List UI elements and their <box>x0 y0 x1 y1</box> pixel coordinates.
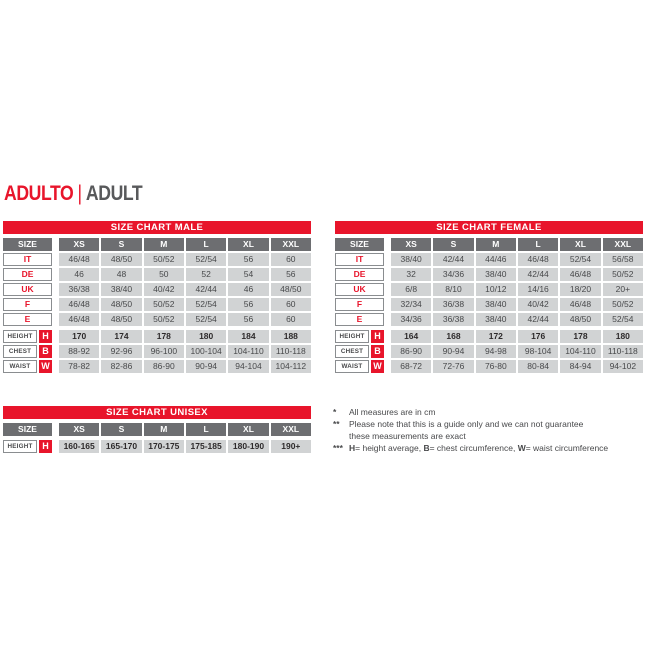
footnote-line <box>349 442 638 454</box>
size-value-cell: 40/42 <box>144 283 184 296</box>
footnote-segment: = waist circumference <box>525 443 609 453</box>
size-value-cell: 46 <box>59 268 99 281</box>
measure-value-cell: 175-185 <box>186 440 226 453</box>
size-value-cell: 48/50 <box>560 313 600 326</box>
measure-value-cell: 160-165 <box>59 440 99 453</box>
measure-row <box>335 360 643 373</box>
size-value-cell: 44/46 <box>476 253 516 266</box>
page-title-primary: ADULTO <box>4 182 74 205</box>
table-title-bar: SIZE CHART MALE <box>3 221 311 234</box>
size-column-header: XXL <box>271 238 311 251</box>
measure-row <box>3 345 311 358</box>
size-value-cell: 42/44 <box>518 268 558 281</box>
size-value-cell: 56 <box>228 298 268 311</box>
measure-value-cell: 165-170 <box>101 440 141 453</box>
measure-row-label: CHEST <box>3 345 37 358</box>
footnote-line <box>349 430 638 442</box>
size-value-cell: 52 <box>186 268 226 281</box>
size-column-header: M <box>476 238 516 251</box>
size-value-cell: 18/20 <box>560 283 600 296</box>
size-value-cell: 38/40 <box>101 283 141 296</box>
size-value-cell: 42/44 <box>186 283 226 296</box>
size-row-label: F <box>3 298 52 311</box>
measure-badge: H <box>39 440 52 453</box>
measure-value-cell: 86-90 <box>144 360 184 373</box>
size-value-cell: 56 <box>228 313 268 326</box>
measure-row <box>3 360 311 373</box>
size-value-cell: 36/38 <box>433 298 473 311</box>
measure-value-cell: 94-102 <box>603 360 643 373</box>
measure-value-cell: 76-80 <box>476 360 516 373</box>
footnote-item <box>333 418 638 442</box>
measure-row <box>335 330 643 343</box>
measure-value-cell: 78-82 <box>59 360 99 373</box>
size-value-cell: 50/52 <box>144 298 184 311</box>
size-value-cell: 50/52 <box>144 313 184 326</box>
size-value-cell: 46/48 <box>518 253 558 266</box>
measure-badge: W <box>39 360 52 373</box>
measure-value-cell: 68-72 <box>391 360 431 373</box>
measure-value-cell: 82-86 <box>101 360 141 373</box>
page-title <box>4 182 142 206</box>
measure-value-cell: 92-96 <box>101 345 141 358</box>
size-value-cell: 48/50 <box>101 298 141 311</box>
size-column-header: L <box>186 423 226 436</box>
measure-value-cell: 104-112 <box>271 360 311 373</box>
measure-value-cell: 180 <box>603 330 643 343</box>
size-row-label: IT <box>3 253 52 266</box>
measure-row-label-group <box>3 360 52 373</box>
size-row <box>335 268 643 281</box>
size-row-label: E <box>335 313 384 326</box>
size-value-cell: 50 <box>144 268 184 281</box>
size-row <box>3 253 311 266</box>
measure-value-cell: 184 <box>228 330 268 343</box>
size-value-cell: 34/36 <box>391 313 431 326</box>
measure-value-cell: 170 <box>59 330 99 343</box>
size-value-cell: 48/50 <box>101 253 141 266</box>
size-row <box>3 268 311 281</box>
footnote-segment: W <box>517 443 526 453</box>
measure-value-cell: 88-92 <box>59 345 99 358</box>
table-title-bar: SIZE CHART FEMALE <box>335 221 643 234</box>
measure-row <box>335 345 643 358</box>
table-header-row <box>335 238 643 251</box>
size-header-cell: SIZE <box>3 238 52 251</box>
measure-value-cell: 86-90 <box>391 345 431 358</box>
size-value-cell: 52/54 <box>186 253 226 266</box>
size-value-cell: 32 <box>391 268 431 281</box>
table-body <box>3 423 311 453</box>
measure-row <box>3 330 311 343</box>
measure-value-cell: 178 <box>560 330 600 343</box>
size-value-cell: 38/40 <box>476 268 516 281</box>
measure-value-cell: 110-118 <box>271 345 311 358</box>
size-value-cell: 60 <box>271 253 311 266</box>
measure-value-cell: 168 <box>433 330 473 343</box>
measure-badge: H <box>371 330 384 343</box>
measure-value-cell: 96-100 <box>144 345 184 358</box>
size-column-header: S <box>101 423 141 436</box>
measure-value-cell: 100-104 <box>186 345 226 358</box>
size-column-header: XL <box>228 423 268 436</box>
table-title-bar: SIZE CHART UNISEX <box>3 406 311 419</box>
size-header-cell: SIZE <box>335 238 384 251</box>
footnote-segment: All measures are in cm <box>349 407 436 417</box>
footnote-marker: * <box>333 407 337 417</box>
size-value-cell: 56 <box>228 253 268 266</box>
size-header-cell: SIZE <box>3 423 52 436</box>
size-value-cell: 40/42 <box>518 298 558 311</box>
measure-value-cell: 170-175 <box>144 440 184 453</box>
footnote-text <box>349 442 638 454</box>
measure-row-label: HEIGHT <box>3 330 37 343</box>
size-value-cell: 48/50 <box>271 283 311 296</box>
size-row <box>335 283 643 296</box>
measure-value-cell: 90-94 <box>186 360 226 373</box>
size-value-cell: 60 <box>271 313 311 326</box>
footnote-segment: = chest circumference, <box>429 443 518 453</box>
size-value-cell: 46 <box>228 283 268 296</box>
size-value-cell: 14/16 <box>518 283 558 296</box>
measure-row-label-group <box>3 345 52 358</box>
footnote-segment: B <box>423 443 430 453</box>
size-value-cell: 42/44 <box>518 313 558 326</box>
size-value-cell: 54 <box>228 268 268 281</box>
size-column-header: XS <box>391 238 431 251</box>
measure-value-cell: 104-110 <box>560 345 600 358</box>
size-value-cell: 52/54 <box>560 253 600 266</box>
size-value-cell: 46/48 <box>59 298 99 311</box>
table-header-row <box>3 238 311 251</box>
size-column-header: L <box>518 238 558 251</box>
size-chart-female-table <box>335 221 643 375</box>
measure-badge: B <box>371 345 384 358</box>
measure-value-cell: 176 <box>518 330 558 343</box>
size-value-cell: 60 <box>271 298 311 311</box>
table-body <box>335 238 643 373</box>
size-row <box>335 298 643 311</box>
measure-value-cell: 98-104 <box>518 345 558 358</box>
page-title-secondary: ADULT <box>85 182 143 205</box>
size-value-cell: 46/48 <box>560 268 600 281</box>
measure-row-label: HEIGHT <box>335 330 369 343</box>
size-value-cell: 56 <box>271 268 311 281</box>
measure-row-label-group <box>335 360 384 373</box>
size-value-cell: 38/40 <box>391 253 431 266</box>
size-value-cell: 20+ <box>603 283 643 296</box>
measure-value-cell: 90-94 <box>433 345 473 358</box>
size-chart-unisex-table <box>3 406 311 455</box>
measure-value-cell: 84-94 <box>560 360 600 373</box>
measure-row-label: HEIGHT <box>3 440 37 453</box>
size-chart-male-table <box>3 221 311 375</box>
footnote-item <box>333 442 638 454</box>
measure-value-cell: 188 <box>271 330 311 343</box>
size-column-header: XL <box>560 238 600 251</box>
measure-value-cell: 180 <box>186 330 226 343</box>
size-value-cell: 48 <box>101 268 141 281</box>
measure-value-cell: 174 <box>101 330 141 343</box>
measure-row <box>3 440 311 453</box>
size-value-cell: 46/48 <box>59 253 99 266</box>
footnote-segment: H <box>349 443 356 453</box>
size-row <box>335 313 643 326</box>
size-column-header: XXL <box>603 238 643 251</box>
size-value-cell: 36/38 <box>59 283 99 296</box>
size-column-header: M <box>144 423 184 436</box>
size-row-label: F <box>335 298 384 311</box>
size-row <box>335 253 643 266</box>
table-header-row <box>3 423 311 436</box>
footnote-line <box>349 406 638 418</box>
footnote-segment: = height average, <box>355 443 424 453</box>
measure-value-cell: 110-118 <box>603 345 643 358</box>
size-value-cell: 10/12 <box>476 283 516 296</box>
size-column-header: XS <box>59 238 99 251</box>
measure-value-cell: 94-98 <box>476 345 516 358</box>
measure-value-cell: 164 <box>391 330 431 343</box>
size-value-cell: 52/54 <box>186 313 226 326</box>
size-column-header: S <box>101 238 141 251</box>
measure-badge: W <box>371 360 384 373</box>
size-row-label: UK <box>3 283 52 296</box>
measure-value-cell: 72-76 <box>433 360 473 373</box>
measure-row-label-group <box>3 330 52 343</box>
measure-value-cell: 94-104 <box>228 360 268 373</box>
size-value-cell: 52/54 <box>603 313 643 326</box>
size-value-cell: 38/40 <box>476 313 516 326</box>
footnote-marker: *** <box>333 443 343 453</box>
footnote-text <box>349 406 638 418</box>
measure-row-label-group <box>335 345 384 358</box>
measure-row-label-group <box>335 330 384 343</box>
size-value-cell: 38/40 <box>476 298 516 311</box>
measure-value-cell: 104-110 <box>228 345 268 358</box>
measure-row-label: WAIST <box>335 360 369 373</box>
size-value-cell: 50/52 <box>144 253 184 266</box>
size-value-cell: 42/44 <box>433 253 473 266</box>
size-row-label: DE <box>335 268 384 281</box>
size-value-cell: 50/52 <box>603 298 643 311</box>
measure-value-cell: 172 <box>476 330 516 343</box>
measure-badge: B <box>39 345 52 358</box>
size-column-header: L <box>186 238 226 251</box>
measure-row-label: CHEST <box>335 345 369 358</box>
footnote-marker: ** <box>333 419 340 429</box>
measure-value-cell: 180-190 <box>228 440 268 453</box>
size-row <box>3 313 311 326</box>
size-row-label: IT <box>335 253 384 266</box>
size-value-cell: 46/48 <box>59 313 99 326</box>
page-title-separator: | <box>77 182 82 205</box>
footnote-line <box>349 418 638 430</box>
size-column-header: XS <box>59 423 99 436</box>
size-value-cell: 8/10 <box>433 283 473 296</box>
size-row-label: E <box>3 313 52 326</box>
size-value-cell: 46/48 <box>560 298 600 311</box>
size-row <box>3 298 311 311</box>
footnote-segment: Please note that this is a guide only and we can not guarantee <box>349 419 584 429</box>
size-row-label: DE <box>3 268 52 281</box>
size-column-header: XXL <box>271 423 311 436</box>
size-column-header: S <box>433 238 473 251</box>
footnotes <box>333 406 638 454</box>
size-value-cell: 52/54 <box>186 298 226 311</box>
size-value-cell: 48/50 <box>101 313 141 326</box>
measure-row-label-group <box>3 440 52 453</box>
footnote-item <box>333 406 638 418</box>
size-value-cell: 32/34 <box>391 298 431 311</box>
footnote-text <box>349 418 638 442</box>
size-column-header: M <box>144 238 184 251</box>
measure-value-cell: 178 <box>144 330 184 343</box>
size-value-cell: 6/8 <box>391 283 431 296</box>
measure-badge: H <box>39 330 52 343</box>
measure-row-label: WAIST <box>3 360 37 373</box>
measure-value-cell: 190+ <box>271 440 311 453</box>
table-body <box>3 238 311 373</box>
size-row <box>3 283 311 296</box>
measure-value-cell: 80-84 <box>518 360 558 373</box>
size-row-label: UK <box>335 283 384 296</box>
size-value-cell: 34/36 <box>433 268 473 281</box>
size-column-header: XL <box>228 238 268 251</box>
size-value-cell: 56/58 <box>603 253 643 266</box>
footnote-segment: these measurements are exact <box>349 431 466 441</box>
size-value-cell: 50/52 <box>603 268 643 281</box>
size-value-cell: 36/38 <box>433 313 473 326</box>
